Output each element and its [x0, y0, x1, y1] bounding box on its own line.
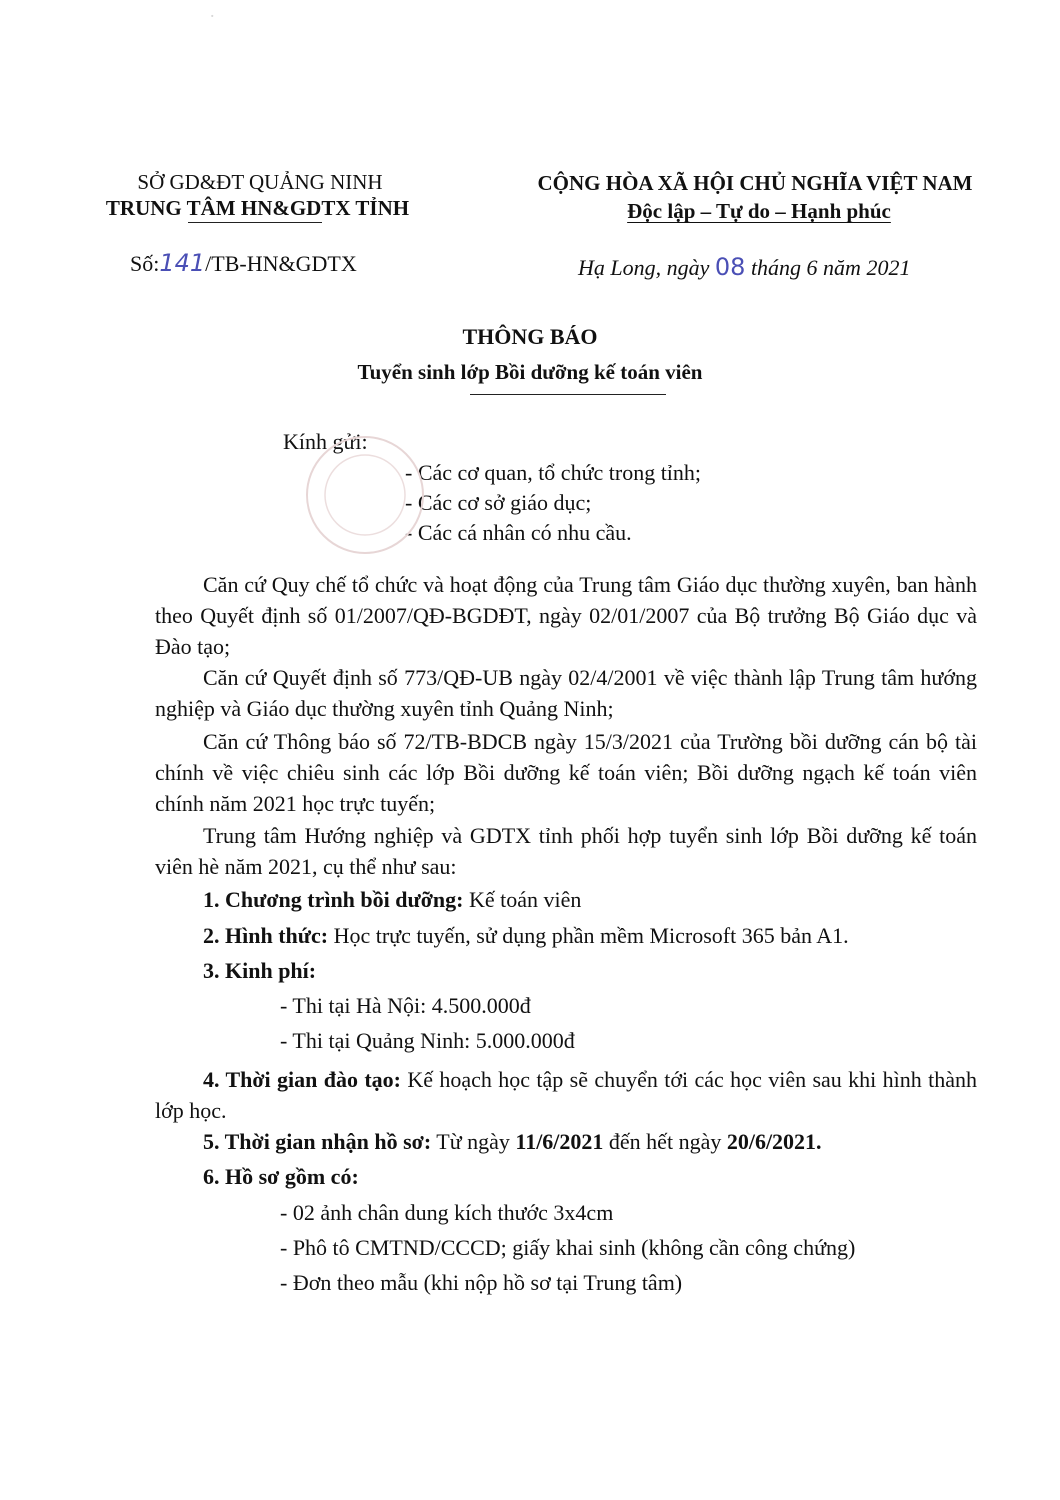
document-item: - Phô tô CMTND/CCCD; giấy khai sinh (không cần công chứng)	[280, 1235, 856, 1260]
section-duration	[155, 1064, 977, 1126]
legal-basis-paragraph: Căn cứ Quy chế tổ chức và hoạt động của Trung tâm Giáo dục thường xuyên, ban hành theo Quyết định số 01/2007/QĐ-BGDĐT, ngày 02/01/2007 của Bộ trưởng Bộ Giáo dục và Đào tạo;	[155, 572, 977, 659]
issuer-center: TRUNG TÂM HN&GDTX TỈNH	[105, 196, 410, 220]
section-submission	[203, 1129, 822, 1155]
intro-paragraph: Trung tâm Hướng nghiệp và GDTX tỉnh phối hợp tuyển sinh lớp Bồi dưỡng kế toán viên hè năm 2021, cụ thể như sau:	[155, 823, 977, 879]
recipients-label: Kính gửi:	[283, 429, 368, 454]
legal-basis-paragraph: Căn cứ Quyết định số 773/QĐ-UB ngày 02/4/2001 về việc thành lập Trung tâm hướng nghiệp và Giáo dục thường xuyên tỉnh Quảng Ninh;	[155, 665, 977, 721]
section-duration-text: Kế hoạch học tập sẽ chuyển tới các học viên sau khi hình thành lớp học.	[155, 1067, 977, 1123]
legal-basis-paragraph: Căn cứ Thông báo số 72/TB-BDCB ngày 15/3/2021 của Trường bồi dưỡng cán bộ tài chính về việc chiêu sinh các lớp Bồi dưỡng kế toán viên; Bồi dưỡng ngạch kế toán viên chính năm 2021 học trực tuyến;	[155, 729, 977, 816]
document-number-prefix: Số:	[130, 251, 160, 276]
national-motto: Độc lập – Tự do – Hạnh phúc	[627, 199, 891, 223]
section-format	[203, 923, 849, 949]
document-number	[130, 249, 357, 277]
issuer-underline	[188, 222, 322, 223]
section-fees-label: 3. Kinh phí:	[203, 958, 317, 983]
document-date-handwritten: 08	[714, 253, 746, 281]
section-program-label: 1. Chương trình bồi dưỡng:	[203, 887, 464, 912]
fee-item: - Thi tại Quảng Ninh: 5.000.000đ	[280, 1028, 575, 1053]
document-item: - Đơn theo mẫu (khi nộp hồ sơ tại Trung tâm)	[280, 1270, 683, 1295]
bleed-through-text: .	[210, 1, 215, 21]
title-underline	[470, 394, 666, 395]
document-item: - 02 ảnh chân dung kích thước 3x4cm	[280, 1200, 614, 1225]
section-submission-text-b: đến hết ngày	[603, 1129, 727, 1154]
section-program-text: Kế toán viên	[463, 887, 582, 912]
document-number-handwritten: 141	[159, 249, 206, 277]
section-program	[203, 887, 581, 913]
issuer-department: SỞ GD&ĐT QUẢNG NINH	[137, 170, 383, 194]
document-date-prefix: Hạ Long, ngày	[578, 255, 710, 280]
document-date-suffix: tháng 6 năm 2021	[750, 255, 911, 280]
document-title: THÔNG BÁO	[462, 324, 598, 349]
recipient-item: - Các cơ quan, tổ chức trong tỉnh;	[405, 460, 702, 485]
national-title: CỘNG HÒA XÃ HỘI CHỦ NGHĨA VIỆT NAM	[537, 171, 973, 195]
section-submission-label: 5. Thời gian nhận hồ sơ:	[203, 1129, 432, 1154]
section-format-text: Học trực tuyến, sử dụng phần mềm Microsoft 365 bản A1.	[328, 923, 849, 948]
section-format-label: 2. Hình thức:	[203, 923, 329, 948]
document-subtitle: Tuyển sinh lớp Bồi dưỡng kế toán viên	[357, 360, 703, 384]
section-duration-label: 4. Thời gian đào tạo:	[203, 1067, 401, 1092]
document-date	[578, 253, 910, 281]
submission-date-to: 20/6/2021.	[726, 1129, 822, 1154]
stamp-ghost-icon	[300, 430, 430, 560]
fee-item: - Thi tại Hà Nội: 4.500.000đ	[280, 993, 531, 1018]
recipient-item: - Các cá nhân có nhu cầu.	[405, 520, 632, 545]
section-submission-text-a: Từ ngày	[431, 1129, 516, 1154]
recipient-item: - Các cơ sở giáo dục;	[405, 490, 592, 515]
document-number-suffix: /TB-HN&GDTX	[205, 251, 357, 276]
section-documents-label: 6. Hồ sơ gồm có:	[203, 1164, 359, 1189]
submission-date-from: 11/6/2021	[515, 1129, 604, 1154]
